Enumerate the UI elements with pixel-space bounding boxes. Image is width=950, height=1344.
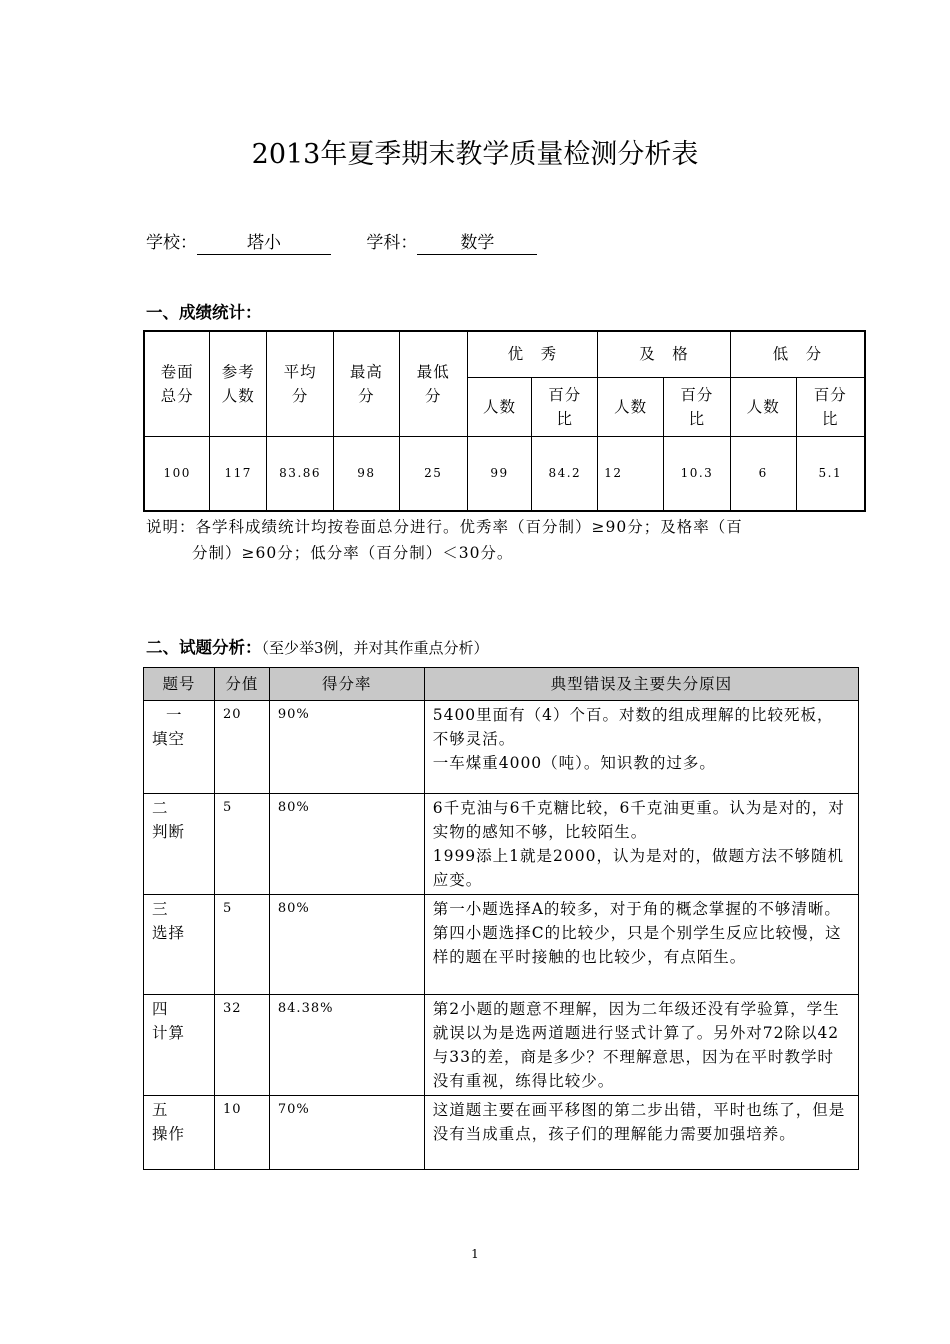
question-errors: 6千克油与6千克糖比较，6千克油更重。认为是对的，对实物的感知不够，比较陌生。 1999添上1就是2000，认为是对的，做题方法不够随机应变。 — [424, 794, 858, 895]
explanation-line-2: 分制）≥60分；低分率（百分制）＜30分。 — [192, 544, 514, 562]
school-label: 学校： — [146, 233, 197, 253]
question-errors: 第2小题的题意不理解，因为二年级还没有学验算，学生就误以为是选两道题进行竖式计算了。另外对72除以42与33的差，商是多少？不理解意思，因为在平时教学时没有重视，练得比较少。 — [424, 995, 858, 1096]
question-rate: 70% — [269, 1096, 424, 1170]
question-analysis-table — [143, 667, 859, 1170]
header-total-score: 卷面 总分 — [144, 331, 210, 436]
header-pass-count: 人数 — [598, 377, 664, 436]
table-row — [144, 701, 859, 794]
table-row — [144, 1096, 859, 1170]
question-label: 三 选择 — [144, 895, 215, 995]
table-row — [144, 895, 859, 995]
value-low-percent: 5.1 — [796, 436, 865, 511]
page-number: 1 — [471, 1247, 479, 1261]
header-excellent-count: 人数 — [467, 377, 532, 436]
question-points: 20 — [214, 701, 269, 794]
header-pass: 及 格 — [598, 331, 731, 377]
value-total-score: 100 — [144, 436, 210, 511]
question-label: 四 计算 — [144, 995, 215, 1096]
value-low-count: 6 — [730, 436, 796, 511]
question-rate: 90% — [269, 701, 424, 794]
header-pass-percent: 百分 比 — [664, 377, 731, 436]
header-question-number: 题号 — [144, 668, 215, 701]
subject-value: 数学 — [417, 228, 537, 255]
value-average: 83.86 — [267, 436, 334, 511]
value-highest: 98 — [334, 436, 400, 511]
question-rate: 80% — [269, 895, 424, 995]
header-typical-errors: 典型错误及主要失分原因 — [424, 668, 858, 701]
section-2-heading: 二、试题分析： — [146, 638, 262, 657]
header-score-rate: 得分率 — [269, 668, 424, 701]
section-2-note: （至少举3例，并对其作重点分析） — [261, 639, 489, 657]
table-row — [144, 794, 859, 895]
table-row — [144, 995, 859, 1096]
header-excellent-percent: 百分 比 — [532, 377, 598, 436]
page-title: 2013年夏季期末教学质量检测分析表 — [251, 139, 699, 170]
header-points: 分值 — [214, 668, 269, 701]
value-pass-count: 12 — [598, 436, 664, 511]
question-errors: 这道题主要在画平移图的第二步出错，平时也练了，但是没有当成重点，孩子们的理解能力需要加强培养。 — [424, 1096, 858, 1170]
value-excellent-percent: 84.2 — [532, 436, 598, 511]
explanation-note — [146, 514, 826, 566]
header-low-count: 人数 — [730, 377, 796, 436]
section-2-title — [146, 634, 489, 658]
header-average: 平均 分 — [267, 331, 334, 436]
question-rate: 80% — [269, 794, 424, 895]
question-label: 一 填空 — [144, 701, 215, 794]
header-excellent: 优 秀 — [467, 331, 598, 377]
school-value: 塔小 — [197, 228, 331, 255]
header-highest: 最高 分 — [334, 331, 400, 436]
question-label: 二 判断 — [144, 794, 215, 895]
header-low: 低 分 — [730, 331, 865, 377]
question-label: 五 操作 — [144, 1096, 215, 1170]
question-points: 5 — [214, 895, 269, 995]
question-errors: 5400里面有（4）个百。对数的组成理解的比较死板，不够灵活。 一车煤重4000（吨）。知识教的过多。 — [424, 701, 858, 794]
school-subject-line — [146, 228, 537, 255]
value-participants: 117 — [210, 436, 267, 511]
header-lowest: 最低 分 — [399, 331, 467, 436]
header-participants: 参考 人数 — [210, 331, 267, 436]
value-pass-percent: 10.3 — [664, 436, 731, 511]
value-excellent-count: 99 — [467, 436, 532, 511]
value-lowest: 25 — [399, 436, 467, 511]
explanation-line-1: 说明：各学科成绩统计均按卷面总分进行。优秀率（百分制）≥90分；及格率（百 — [146, 518, 743, 536]
section-1-title: 一、成绩统计： — [146, 303, 262, 322]
question-points: 32 — [214, 995, 269, 1096]
header-low-percent: 百分 比 — [796, 377, 865, 436]
question-rate: 84.38% — [269, 995, 424, 1096]
question-points: 10 — [214, 1096, 269, 1170]
score-statistics-table — [143, 330, 866, 512]
question-points: 5 — [214, 794, 269, 895]
subject-label: 学科： — [366, 233, 418, 253]
question-errors: 第一小题选择A的较多，对于角的概念掌握的不够清晰。 第四小题选择C的比较少，只是个别学生反应比较慢，这样的题在平时接触的也比较少，有点陌生。 — [424, 895, 858, 995]
